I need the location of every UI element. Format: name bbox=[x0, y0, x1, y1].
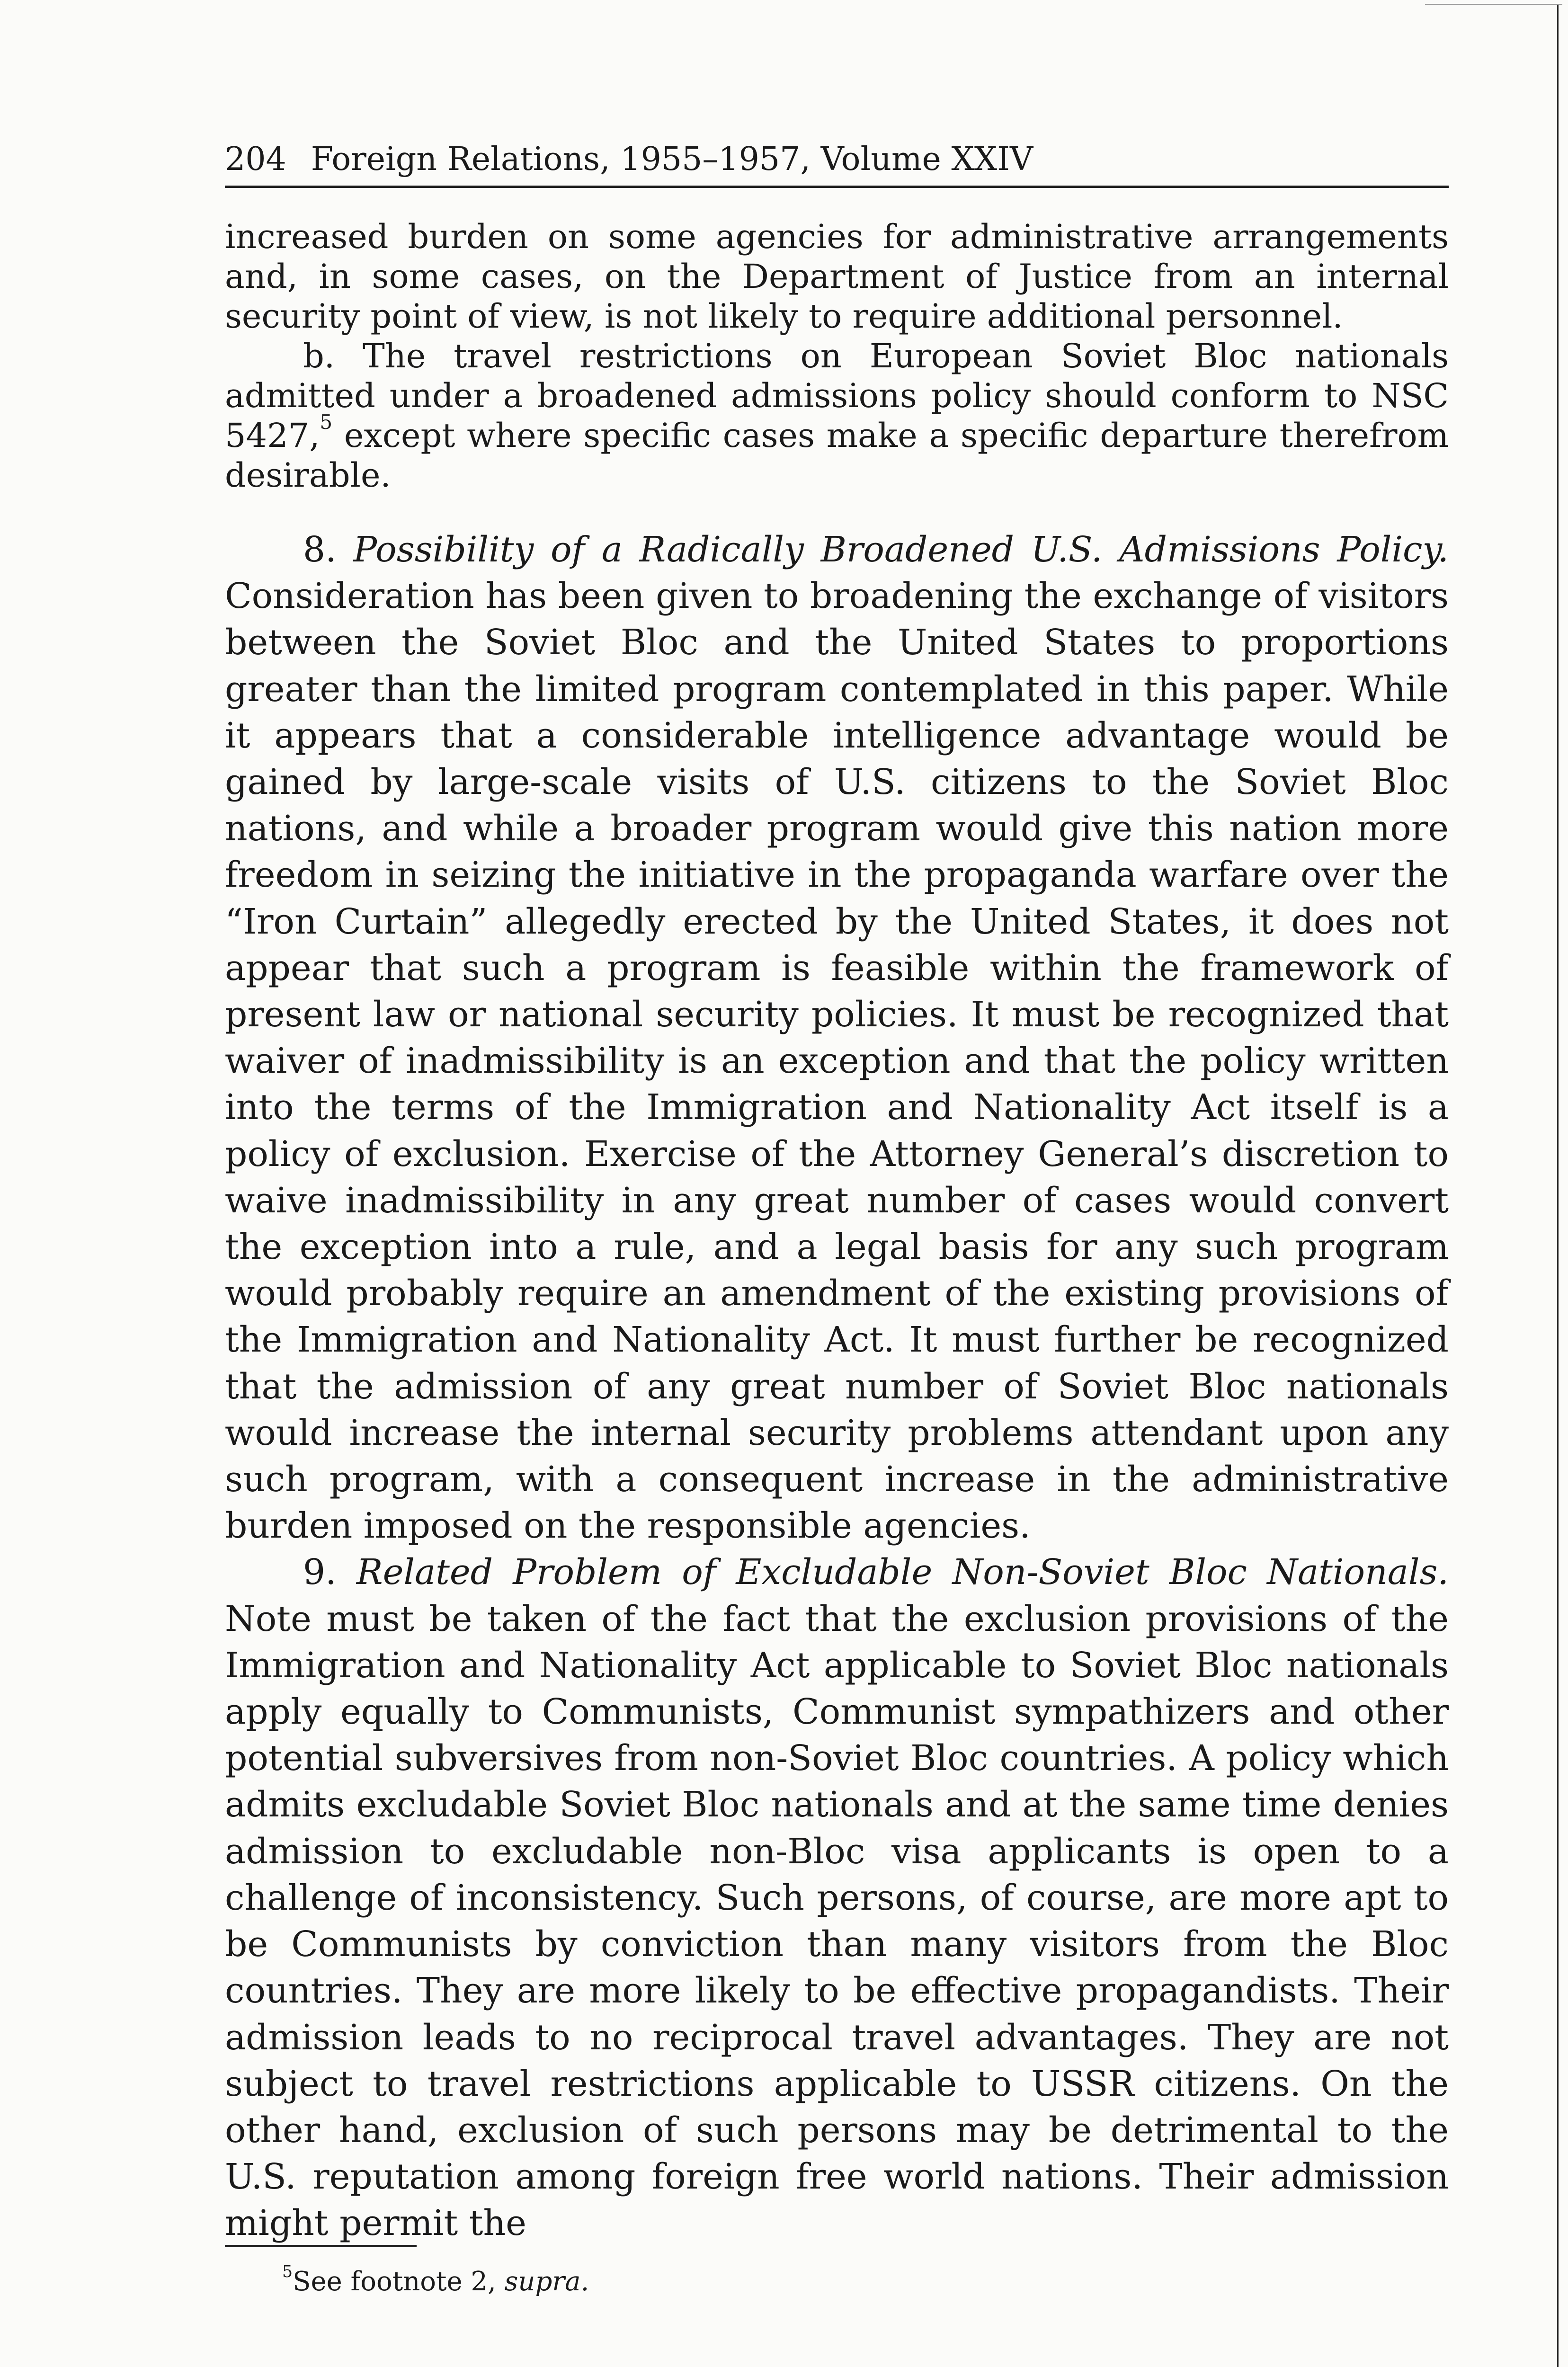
page-number: 204 bbox=[225, 141, 286, 178]
scan-right-edge bbox=[1557, 5, 1559, 2367]
paragraph-9-heading: Related Problem of Excludable Non-Soviet Bloc Nationals. bbox=[356, 1552, 1449, 1593]
paragraph-9 bbox=[225, 1549, 1449, 2246]
paragraph-8-number: 8. bbox=[303, 529, 337, 570]
footnote-supra: supra. bbox=[504, 2266, 589, 2297]
paragraph-7b bbox=[225, 336, 1449, 495]
paragraph-7-continued: increased burden on some agencies for administrative arrangements and, in some cases, on the Department of Justice from an internal security point of view, is not likely to require additional personnel. bbox=[225, 217, 1449, 336]
scan-edge-line bbox=[1425, 4, 1562, 5]
paragraph-7b-text-end: except where specific cases make a specific departure therefrom desirable. bbox=[225, 416, 1449, 495]
paragraph-9-number: 9. bbox=[303, 1552, 337, 1593]
footnote-reference[interactable]: 5 bbox=[320, 410, 333, 434]
paragraph-block-8-9 bbox=[225, 526, 1449, 2247]
paragraph-9-text: Note must be taken of the fact that the exclusion provisions of the Immigration and Nationality Act applicable to Soviet Bloc nationals apply equally to Communists, Communist sympathizers and other potential subversives from non-Soviet Bloc countries. A policy which admits excludable Soviet Bloc nationals and at the same time denies admission to excludable non-Bloc visa applicants is open to a challenge of inconsistency. Such persons, of course, are more apt to be Communists by conviction than many visitors from the Bloc countries. They are more likely to be effective propagandists. Their admission leads to no reciprocal travel advantages. They are not subject to travel restrictions applicable to USSR citizens. On the other hand, exclusion of such persons may be detrimental to the U.S. reputation among foreign free world nations. Their admission might permit the bbox=[225, 1598, 1449, 2244]
footnote-rule bbox=[225, 2245, 417, 2247]
paragraph-8-heading: Possibility of a Radically Broadened U.S. Admissions Policy. bbox=[353, 529, 1449, 570]
running-header bbox=[225, 133, 1449, 188]
paragraph-block-7 bbox=[225, 217, 1449, 495]
paragraph-7b-text: b. The travel restrictions on European Soviet Bloc nationals admitted under a broadened admissions policy should conform to NSC 5427, bbox=[225, 337, 1449, 455]
volume-title: Foreign Relations, 1955–1957, Volume XXIV bbox=[311, 141, 1033, 178]
paragraph-8 bbox=[225, 526, 1449, 1549]
paragraph-8-text: Consideration has been given to broadening the exchange of visitors between the Soviet Bloc and the United States to proportions greater than the limited program contemplated in this paper. While it appears that a considerable intelligence advantage would be gained by large-scale visits of U.S. citizens to the Soviet Bloc nations, and while a broader program would give this nation more freedom in seizing the initiative in the propaganda warfare over the “Iron Curtain” allegedly erected by the United States, it does not appear that such a program is feasible within the framework of present law or national security policies. It must be recognized that waiver of inadmissibility is an exception and that the policy written into the terms of the Immigration and Nationality Act itself is a policy of exclusion. Exercise of the Attorney General’s discretion to waive inadmissibility in any great number of cases would convert the exception into a rule, and a legal basis for any such program would probably require an amendment of the existing provisions of the Immigration and Nationality Act. It must further be recognized that the admission of any great number of Soviet Bloc nationals would increase the internal security problems attendant upon any such program, with a consequent increase in the administrative burden imposed on the responsible agencies. bbox=[225, 576, 1449, 1547]
footnote-5 bbox=[282, 2263, 589, 2301]
footnote-marker: 5 bbox=[282, 2262, 293, 2282]
footnote-text: See footnote 2, bbox=[293, 2266, 505, 2297]
